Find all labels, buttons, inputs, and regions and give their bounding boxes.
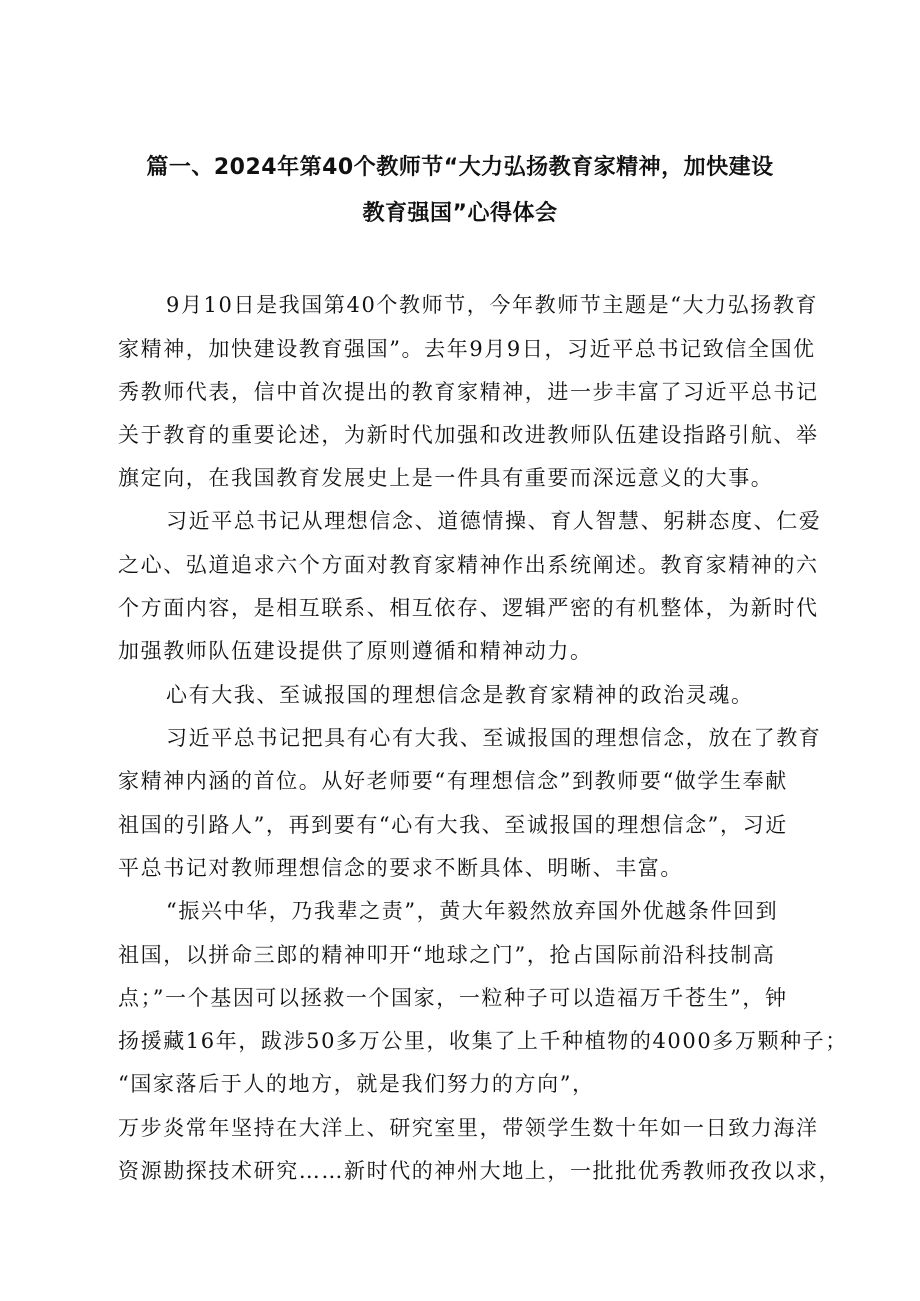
paragraph-4-line-4: 平总书记对教师理想信念的要求不断具体、明晰、丰富。	[118, 856, 683, 880]
paragraph-5-line-5: “国家落后于人的地方，就是我们努力的方向”，	[118, 1072, 595, 1096]
paragraph-5-line-4: 扬援藏16年，跋涉50多万公里，收集了上千种植物的4000多万颗种子；	[118, 1029, 848, 1053]
paragraph-1-line-4: 关于教育的重要论述，为新时代加强和改进教师队伍建设指路引航、举	[118, 423, 819, 447]
paragraph-2-line-1: 习近平总书记从理想信念、道德情操、育人智慧、躬耕态度、仁爱	[166, 509, 822, 533]
paragraph-4-line-2: 家精神内涵的首位。从好老师要“有理想信念”到教师要“做学生奉献	[118, 769, 788, 793]
paragraph-5-line-6: 万步炎常年坚持在大洋上、研究室里，带领学生数十年如一日致力海洋	[118, 1116, 819, 1140]
paragraph-5-line-7: 资源勘探技术研究……新时代的神州大地上，一批批优秀教师孜孜以求，	[118, 1159, 842, 1183]
paragraph-5-line-2: 祖国，以拼命三郎的精神叩开“地球之门”，抢占国际前沿科技制高	[118, 943, 776, 967]
paragraph-2-line-4: 加强教师队伍建设提供了原则遵循和精神动力。	[118, 639, 593, 663]
paragraph-1-line-3: 秀教师代表，信中首次提出的教育家精神，进一步丰富了习近平总书记	[118, 380, 819, 404]
paragraph-4-line-3: 祖国的引路人”，再到要有“心有大我、至诚报国的理想信念”，习近	[118, 813, 788, 837]
paragraph-1-line-5: 旗定向，在我国教育发展史上是一件具有重要而深远意义的大事。	[118, 466, 774, 490]
document-title-line-1: 篇一、2024年第40个教师节“大力弘扬教育家精神，加快建设	[146, 155, 774, 180]
paragraph-3-line-1: 心有大我、至诚报国的理想信念是教育家精神的政治灵魂。	[166, 683, 754, 707]
paragraph-2-line-3: 个方面内容，是相互联系、相互依存、逻辑严密的有机整体，为新时代	[118, 596, 819, 620]
paragraph-4-line-1: 习近平总书记把具有心有大我、至诚报国的理想信念，放在了教育	[166, 726, 822, 750]
paragraph-5-line-3: 点；”一个基因可以拯救一个国家，一粒种子可以造福万千苍生”，钟	[118, 986, 788, 1010]
paragraph-1-line-1: 9月10日是我国第40个教师节，今年教师节主题是“大力弘扬教育	[166, 293, 819, 317]
paragraph-1-line-2: 家精神，加快建设教育强国”。去年9月9日，习近平总书记致信全国优	[118, 337, 816, 361]
paragraph-2-line-2: 之心、弘道追求六个方面对教育家精神作出系统阐述。教育家精神的六	[118, 553, 819, 577]
document-title-line-2: 教育强国”心得体会	[362, 201, 558, 226]
paragraph-5-line-1: “振兴中华，乃我辈之责”，黄大年毅然放弃国外优越条件回到	[166, 899, 779, 923]
